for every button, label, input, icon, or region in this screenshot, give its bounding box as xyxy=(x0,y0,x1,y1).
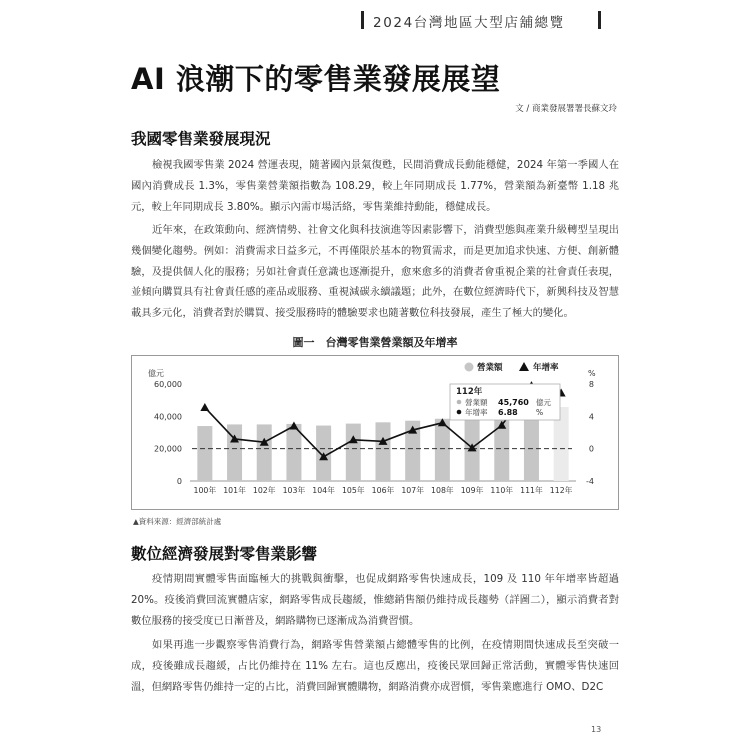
legend-bar-swatch xyxy=(465,363,474,372)
y-right-axis-label: % xyxy=(588,369,596,378)
tooltip-row-label: 營業額 xyxy=(465,398,488,407)
bar xyxy=(376,422,391,481)
x-tick-label: 103年 xyxy=(282,486,306,495)
article-byline: 文 / 商業發展署署長蘇文玲 xyxy=(515,104,617,114)
legend-bar-label: 營業額 xyxy=(477,363,503,373)
section1-paragraph-2: 近年來，在政策動向、經濟情勢、社會文化與科技演進等因素影響下，消費型態與產業升級轉型呈現出幾個變化趨勢。例如：消費需求日益多元，不再僅限於基本的物質需求，而是更加追求快速、方便、創新體驗，及提供個人化的服務；另如社會責任意識也逐漸提升，愈來愈多的消費者會重視企業的社會責任表現，並傾向購買具有社會責任感的產品或服務、重視減碳永續議題；此外，在數位經濟時代下，新興科技及智慧載具多元化，消費者對於購買、接受服務時的體驗要求也隨著數位科技發展，產生了極大的變化。 xyxy=(131,224,619,320)
x-tick-label: 102年 xyxy=(252,486,276,495)
legend-line-label: 年增率 xyxy=(533,363,559,373)
x-tick-label: 107年 xyxy=(401,486,425,495)
bar-line-chart xyxy=(132,356,618,509)
y-right-tick-label: 8 xyxy=(588,380,594,389)
bar xyxy=(197,426,212,481)
tooltip-row-value: 45,760 xyxy=(498,398,529,407)
figure-source: ▲資料來源：經濟部統計處 xyxy=(133,517,222,526)
header-bar-left xyxy=(361,11,364,29)
y-right-tick-label: -4 xyxy=(586,477,594,486)
tooltip-marker xyxy=(457,400,462,405)
bar xyxy=(524,412,539,481)
running-header xyxy=(355,9,605,31)
x-tick-label: 106年 xyxy=(371,486,395,495)
x-tick-label: 104年 xyxy=(312,486,335,495)
tooltip-row-unit: % xyxy=(536,408,544,417)
y-left-tick-label: 20,000 xyxy=(154,444,182,454)
section2-heading: 數位經濟發展對零售業影響 xyxy=(131,545,318,563)
x-tick-label: 105年 xyxy=(341,486,365,495)
tooltip-marker xyxy=(457,410,462,415)
header-text: 2024台灣地區大型店舖總覽 xyxy=(373,15,565,31)
section2-paragraph-1: 疫情期間實體零售面臨極大的挑戰與衝擊，也促成網路零售快速成長，109 及 110 年年增率皆超過 20%。疫後消費回流實體店家，網路零售成長趨緩，惟總銷售額仍維持成長趨勢（詳圖二），顯示消費者對數位服務的接受度已日漸普及，網路購物已逐漸成為消費習慣。 xyxy=(131,573,619,627)
tooltip-title: 112年 xyxy=(456,387,483,397)
article-title: AI 浪潮下的零售業發展展望 xyxy=(131,62,501,96)
y-left-axis-label: 億元 xyxy=(148,369,164,378)
x-tick-label: 111年 xyxy=(520,486,543,495)
tooltip-row-unit: 億元 xyxy=(536,398,551,407)
chart-frame xyxy=(131,355,619,510)
header-bar-right xyxy=(598,11,601,29)
x-tick-label: 108年 xyxy=(431,486,454,495)
y-left-tick-label: 0 xyxy=(176,477,182,486)
legend-line-swatch xyxy=(519,362,529,371)
tooltip-row-label: 年增率 xyxy=(465,408,488,417)
page-number: 13 xyxy=(591,725,602,734)
growth-rate-marker xyxy=(200,403,209,411)
y-right-tick-label: 4 xyxy=(588,412,594,422)
y-left-tick-label: 60,000 xyxy=(154,380,182,389)
section2-paragraph-2: 如果再進一步觀察零售消費行為，網路零售營業額占總體零售的比例，在疫情期間快速成長至突破一成，疫後雖成長趨緩，占比仍維持在 11% 左右。這也反應出，疫後民眾回歸正常活動，實體零售快速回溫，但網路零售仍維持一定的占比，消費回歸實體購物，網路消費亦成習慣，零售業應進行 OMO、D2C xyxy=(131,639,619,693)
x-tick-label: 100年 xyxy=(193,486,217,495)
x-tick-label: 109年 xyxy=(460,486,484,495)
section1-paragraph-1: 檢視我國零售業 2024 營運表現，隨著國內景氣復甦，民間消費成長動能穩健，2024 年第一季國人在國內消費成長 1.3%，零售業營業額指數為 108.29，較上年同期成長 1.77%，營業額為新臺幣 1.18 兆元，較上年同期成長 3.80%。顯示內需市場活絡，零售業維持動能，穩健成長。 xyxy=(131,159,619,213)
x-tick-label: 101年 xyxy=(223,486,246,495)
section1-heading: 我國零售業發展現況 xyxy=(131,130,271,148)
tooltip-row-value: 6.88 xyxy=(498,408,518,417)
bar xyxy=(346,424,361,481)
x-tick-label: 110年 xyxy=(490,486,514,495)
y-left-tick-label: 40,000 xyxy=(154,412,182,422)
y-right-tick-label: 0 xyxy=(588,444,594,454)
figure-title: 圖一 台灣零售業營業額及年增率 xyxy=(292,336,458,349)
x-tick-label: 112年 xyxy=(549,486,573,495)
bar xyxy=(257,424,272,481)
